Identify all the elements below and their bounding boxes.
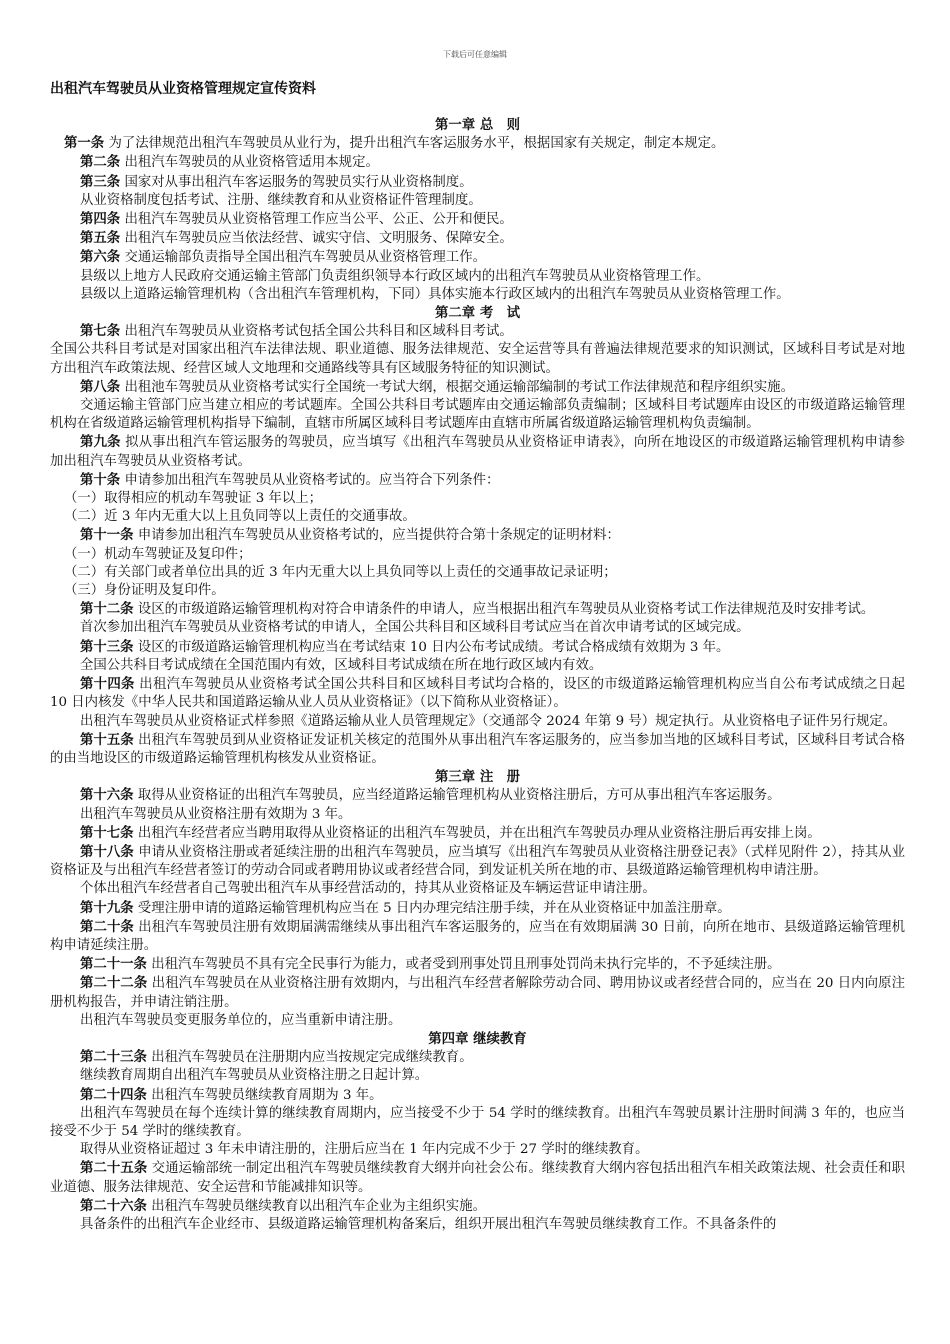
article-text: 全国公共科目考试是对国家出租汽车法律法规、职业道德、服务法律规范、安全运营等具有普遍法律规范要求的知识测试，区域科目考试是对地方出租汽车政策法规、经营区域人文地理和交通路线等具有区域服务特征的知识测试。 (50, 342, 905, 376)
article-number: 第二十一条 (80, 956, 147, 973)
article-text: 县级以上道路运输管理机构（含出租汽车管理机构，下同）具体实施本行政区域内的出租汽车驾驶员从业资格管理工作。 (80, 286, 790, 302)
article-text: （一）取得相应的机动车驾驶证 3 年以上； (64, 491, 323, 507)
article-text: 交通运输主管部门应当建立相应的考试题库。全国公共科目考试题库由交通运输部负责编制；区域科目考试题库由设区的市级道路运输管理机构在省级道路运输管理机构指导下编制，直辖市所属区域科目考试题库由直辖市所属省级道路运输管理机构负责编制。 (50, 398, 905, 432)
article-number: 第一条 (64, 135, 105, 152)
article-paragraph (50, 824, 905, 843)
article-paragraph (50, 675, 905, 712)
article-paragraph (50, 378, 905, 397)
header-note: 下载后可任意编辑 (443, 50, 507, 59)
article-text: 出租汽车驾驶员变更服务单位的，应当重新申请注册。 (80, 1012, 402, 1028)
article-paragraph (50, 955, 905, 974)
chapter-heading: 第三章 注 册 (434, 769, 520, 786)
chapter-heading: 第一章 总 则 (434, 117, 520, 133)
chapter-heading: 第四章 继续教育 (428, 1030, 527, 1047)
article-text: 申请参加出租汽车驾驶员从业资格考试的。应当符合下列条件： (124, 472, 500, 488)
article-paragraph (50, 1048, 905, 1067)
article-paragraph (50, 210, 905, 229)
article-text: 全国公共科目考试成绩在全国范围内有效，区域科目考试成绩在所在地行政区域内有效。 (80, 657, 603, 673)
article-text: 国家对从事出租汽车客运服务的驾驶员实行从业资格制度。 (124, 174, 473, 190)
article-text: 为了法律规范出租汽车驾驶员从业行为，提升出租汽车客运服务水平，根据国家有关规定，制定本规定。 (108, 136, 725, 152)
article-text: 出租汽车驾驶员从业资格考试全国公共科目和区域科目考试均合格的，设区的市级道路运输管理机构应当自公布考试成绩之日起 10 日内核发《中华人民共和国道路运输从业人员从业资格证》（以下简称从业资格证）。 (50, 677, 905, 711)
article-paragraph (50, 619, 905, 637)
article-text: 出租汽车驾驶员继续教育以出租汽车企业为主组织实施。 (151, 1198, 486, 1214)
article-paragraph (50, 731, 905, 768)
article-number: 第七条 (80, 323, 121, 340)
article-paragraph (50, 1216, 905, 1234)
article-text: 设区的市级道路运输管理机构对符合申请条件的申请人，应当根据出租汽车驾驶员从业资格考试工作法律规范及时安排考试。 (137, 602, 875, 618)
article-number: 第二十四条 (80, 1086, 147, 1103)
article-text: 继续教育周期自出租汽车驾驶员从业资格注册之日起计算。 (80, 1068, 429, 1084)
article-text: 出租汽车经营者应当聘用取得从业资格证的出租汽车驾驶员，并在出租汽车驾驶员办理从业资格注册后再安排上岗。 (137, 825, 821, 841)
article-paragraph (50, 974, 905, 1011)
article-paragraph (50, 153, 905, 172)
article-paragraph (50, 433, 905, 470)
article-number: 第二十三条 (80, 1049, 147, 1066)
article-paragraph (50, 564, 905, 582)
article-number: 第十四条 (80, 676, 135, 693)
article-number: 第二条 (80, 154, 121, 171)
article-number: 第六条 (80, 249, 121, 266)
article-text: 出租汽车驾驶员不具有完全民事行为能力，或者受到刑事处罚且刑事处罚尚未执行完毕的，不予延续注册。 (151, 957, 781, 973)
article-text: 取得从业资格证超过 3 年未申请注册的，注册后应当在 1 年内完成不少于 27 学时的继续教育。 (80, 1142, 649, 1158)
article-number: 第二十条 (80, 918, 134, 935)
article-text: 出租汽车驾驶员注册有效期届满需继续从事出租汽车客运服务的，应当在有效期届满 30 日前，向所在地市、县级道路运输管理机构申请延续注册。 (50, 919, 905, 953)
article-text: 受理注册申请的道路运输管理机构应当在 5 日内办理完结注册手续，并在从业资格证中加盖注册章。 (137, 900, 731, 916)
article-paragraph (50, 918, 905, 955)
article-paragraph (50, 582, 905, 600)
article-paragraph (50, 1105, 905, 1141)
article-text: 申请参加出租汽车驾驶员从业资格考试的，应当提供符合第十条规定的证明材料： (137, 528, 620, 544)
article-text: （二）有关部门或者单位出具的近 3 年内无重大以上具负同等以上责任的交通事故记录证明； (64, 564, 617, 580)
article-text: （二）近 3 年内无重大以上且负同等以上责任的交通事故。 (64, 509, 416, 525)
article-paragraph (50, 1159, 905, 1196)
article-text: 出租汽车驾驶员从业资格管理工作应当公平、公正、公开和便民。 (124, 212, 513, 228)
article-text: 出租池车驾驶员从业资格考试实行全国统一考试大纲，根据交通运输部编制的考试工作法律规范和程序组织实施。 (124, 379, 794, 395)
article-text: （一）机动车驾驶证及复印件； (64, 546, 252, 562)
article-text: 县级以上地方人民政府交通运输主管部门负责组织领导本行政区域内的出租汽车驾驶员从业资格管理工作。 (80, 268, 710, 284)
article-text: 出租汽车驾驶员从业资格考试包括全国公共科目和区域科目考试。 (124, 324, 513, 340)
article-text: 出租汽车驾驶员继续教育周期为 3 年。 (151, 1087, 383, 1103)
article-number: 第十条 (80, 471, 121, 488)
article-text: 出租汽车驾驶员在每个连续计算的继续教育周期内，应当接受不少于 54 学时的继续教育。出租汽车驾驶员累计注册时间满 3 年的，也应当接受不少于 54 学时的继续教育。 (50, 1105, 905, 1139)
article-paragraph (50, 192, 905, 210)
article-text: 拟从事出租汽车管运服务的驾驶员，应当填写《出租汽车驾驶员从业资格证申请表》，向所在地设区的市级道路运输管理机构申请参加出租汽车驾驶员从业资格考试。 (50, 435, 906, 469)
article-text: 出租汽车驾驶员从业资格注册有效期为 3 年。 (80, 806, 352, 822)
article-paragraph (50, 806, 905, 824)
article-number: 第十九条 (80, 899, 134, 916)
article-paragraph (50, 229, 905, 248)
article-paragraph (50, 546, 905, 564)
article-number: 第八条 (80, 378, 121, 395)
article-text: 取得从业资格证的出租汽车驾驶员，应当经道路运输管理机构从业资格注册后，方可从事出租汽车客运服务。 (137, 788, 781, 804)
article-text: 具备条件的出租汽车企业经市、县级道路运输管理机构备案后，组织开展出租汽车驾驶员继续教育工作。不具备条件的 (80, 1216, 777, 1232)
article-number: 第三条 (80, 173, 121, 190)
article-text: 申请从业资格注册或者延续注册的出租汽车驾驶员，应当填写《出租汽车驾驶员从业资格注册登记表》（式样见附件 2），持其从业资格证及与出租汽车经营者签订的劳动合同或者聘用协议或者经营合同，到发证机关所在地的市、县级道路运输管理机构申请注册。 (50, 844, 906, 879)
document-title: 出租汽车驾驶员从业资格管理规定宣传资料 (50, 81, 316, 97)
article-paragraph (50, 508, 905, 526)
article-paragraph (50, 322, 905, 341)
article-text: 出租汽车驾驶员在从业资格注册有效期内，与出租汽车经营者解除劳动合同、聘用协议或者经营合同的，应当在 20 日内向原注册机构报告，并申请注销注册。 (50, 976, 905, 1010)
article-text: 设区的市级道路运输管理机构应当在考试结束 10 日内公布考试成绩。考试合格成绩有效期为 3 年。 (137, 639, 730, 655)
article-paragraph (50, 490, 905, 508)
article-paragraph (50, 786, 905, 805)
article-paragraph (50, 638, 905, 657)
article-text: 出租汽车驾驶员在注册期内应当按规定完成继续教育。 (151, 1050, 473, 1066)
article-paragraph (50, 1141, 905, 1159)
article-number: 第十一条 (80, 527, 134, 544)
article-text: 从业资格制度包括考试、注册、继续教育和从业资格证件管理制度。 (80, 192, 482, 208)
article-paragraph (50, 248, 905, 267)
article-text: 交通运输部负责指导全国出租汽车驾驶员从业资格管理工作。 (124, 250, 486, 266)
article-text: 出租汽车驾驶员应当依法经营、诚实守信、文明服务、保障安全。 (124, 231, 513, 247)
article-text: 出租汽车驾驶员从业资格证式样参照《道路运输从业人员管理规定》（交通部令 2024 年第 9 号）规定执行。从业资格电子证件另行规定。 (80, 713, 897, 729)
article-number: 第五条 (80, 230, 121, 247)
article-paragraph (50, 657, 905, 675)
article-number: 第十六条 (80, 787, 134, 804)
article-paragraph (50, 397, 905, 433)
article-number: 第二十六条 (80, 1197, 147, 1214)
article-paragraph (50, 173, 905, 192)
article-paragraph (50, 471, 905, 490)
article-paragraph (50, 526, 905, 545)
article-text: 出租汽车驾驶员的从业资格管适用本规定。 (124, 155, 379, 171)
article-paragraph (50, 1197, 905, 1216)
article-paragraph (50, 1086, 905, 1105)
article-paragraph (50, 1067, 905, 1085)
article-paragraph (50, 134, 905, 153)
chapter-heading: 第二章 考 试 (434, 305, 520, 322)
article-paragraph (50, 600, 905, 619)
article-paragraph (50, 268, 905, 286)
article-paragraph (50, 899, 905, 918)
article-number: 第十三条 (80, 638, 134, 655)
article-paragraph (50, 1012, 905, 1030)
article-number: 第二十五条 (80, 1160, 148, 1177)
article-number: 第十七条 (80, 824, 134, 841)
article-number: 第二十二条 (80, 975, 148, 992)
article-paragraph (50, 843, 905, 880)
document-body (50, 116, 905, 1234)
article-paragraph (50, 713, 905, 731)
article-paragraph (50, 341, 905, 377)
article-number: 第十八条 (80, 843, 134, 860)
article-number: 第十二条 (80, 601, 134, 618)
article-text: 个体出租汽车经营者自己驾驶出租汽车从事经营活动的，持其从业资格证及车辆运营证申请注册。 (80, 881, 656, 897)
article-text: 首次参加出租汽车驾驶员从业资格考试的申请人，全国公共科目和区域科目考试应当在首次申请考试的区域完成。 (80, 620, 750, 636)
article-text: 交通运输部统一制定出租汽车驾驶员继续教育大纲并向社会公布。继续教育大纲内容包括出租汽车相关政策法规、社会责任和职业道德、服务法律规范、安全运营和节能减排知识等。 (50, 1161, 906, 1195)
article-paragraph (50, 286, 905, 304)
article-number: 第四条 (80, 211, 121, 228)
article-number: 第九条 (80, 434, 121, 451)
article-paragraph (50, 880, 905, 898)
article-text: （三）身份证明及复印件。 (64, 583, 225, 599)
article-text: 出租汽车驾驶员到从业资格证发证机关核定的范围外从事出租汽车客运服务的，应当参加当地的区域科目考试，区域科目考试合格的由当地设区的市级道路运输管理机构核发从业资格证。 (50, 732, 906, 766)
article-number: 第十五条 (80, 731, 134, 748)
